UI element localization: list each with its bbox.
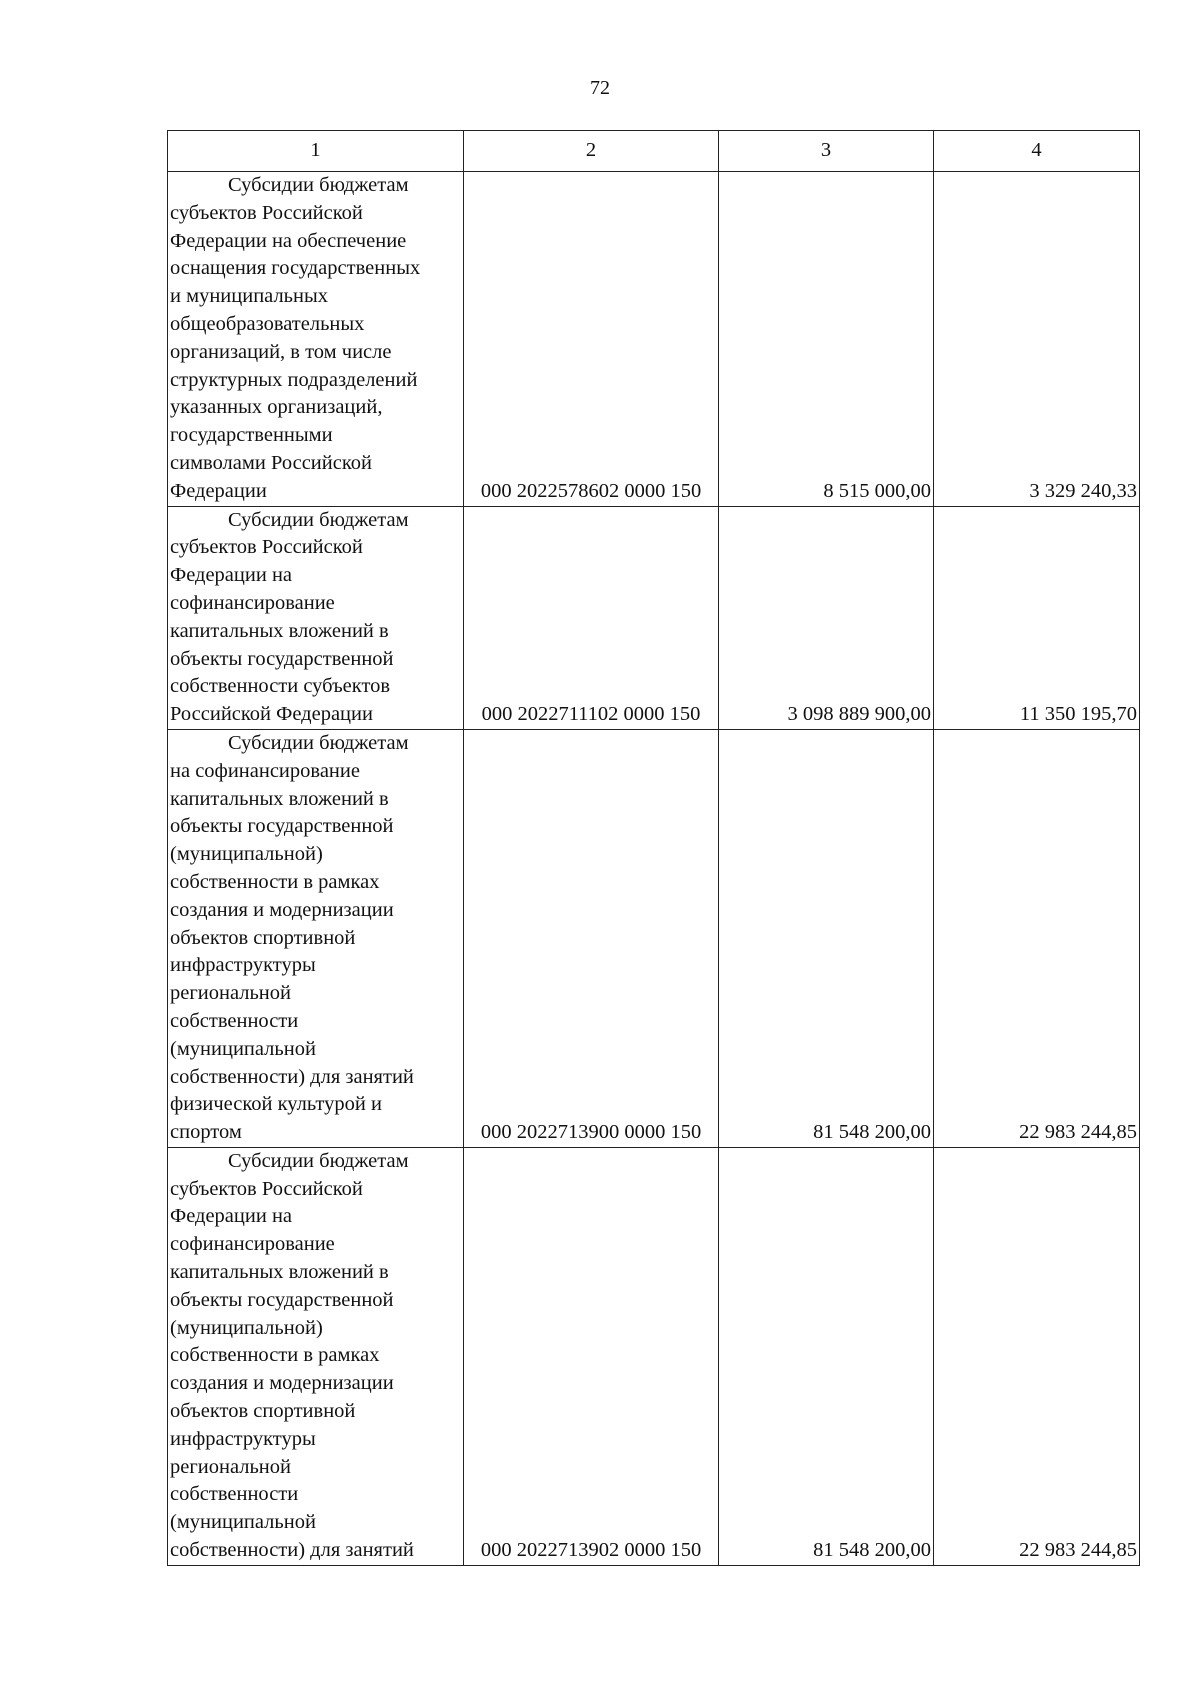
row-col4-value: 22 983 244,85 [934,729,1140,1147]
table-row [168,729,1140,1147]
row-name-cell [168,506,464,729]
row-code: 000 2022711102 0000 150 [464,506,719,729]
row-name: Субсидии бюджетам субъектов Российской Федерации на обеспечение оснащения государственных и муниципальных общеобразовательных организаций, в том числе структурных подразделений указанных организаций, государственными символами Российской Федерации [170,174,421,502]
row-col4-value: 3 329 240,33 [934,172,1140,507]
header-col-3: 3 [719,131,934,172]
row-name-cell [168,729,464,1147]
row-name: Субсидии бюджетам субъектов Российской Федерации на софинансирование капитальных вложений в объекты государственной (муниципальной) собственности в рамках создания и модернизации объектов спортивной инфраструктуры региональной собственности (муниципальной собственности) для занятий [170,1149,414,1562]
row-name: Субсидии бюджетам на софинансирование капитальных вложений в объекты государственной (муниципальной) собственности в рамках создания и модернизации объектов спортивной инфраструктуры региональной собственности (муниципальной собственности) для занятий физической культурой и спортом [170,731,414,1144]
table-header [168,131,1140,172]
table-row [168,172,1140,507]
row-col4-value: 11 350 195,70 [934,506,1140,729]
row-name: Субсидии бюджетам субъектов Российской Федерации на софинансирование капитальных вложений в объекты государственной собственности субъектов Российской Федерации [170,508,409,726]
row-name-cell [168,1147,464,1565]
budget-table [167,130,1140,1566]
row-name-cell [168,172,464,507]
table-row [168,506,1140,729]
row-col3-value: 81 548 200,00 [719,729,934,1147]
table-row [168,1147,1140,1565]
row-col3-value: 3 098 889 900,00 [719,506,934,729]
table-body [168,172,1140,1566]
header-col-1: 1 [168,131,464,172]
row-col3-value: 8 515 000,00 [719,172,934,507]
row-code: 000 2022713900 0000 150 [464,729,719,1147]
row-code: 000 2022578602 0000 150 [464,172,719,507]
row-code: 000 2022713902 0000 150 [464,1147,719,1565]
header-col-4: 4 [934,131,1140,172]
row-col3-value: 81 548 200,00 [719,1147,934,1565]
header-col-2: 2 [464,131,719,172]
row-col4-value: 22 983 244,85 [934,1147,1140,1565]
header-row [168,131,1140,172]
page-number: 72 [590,77,610,99]
